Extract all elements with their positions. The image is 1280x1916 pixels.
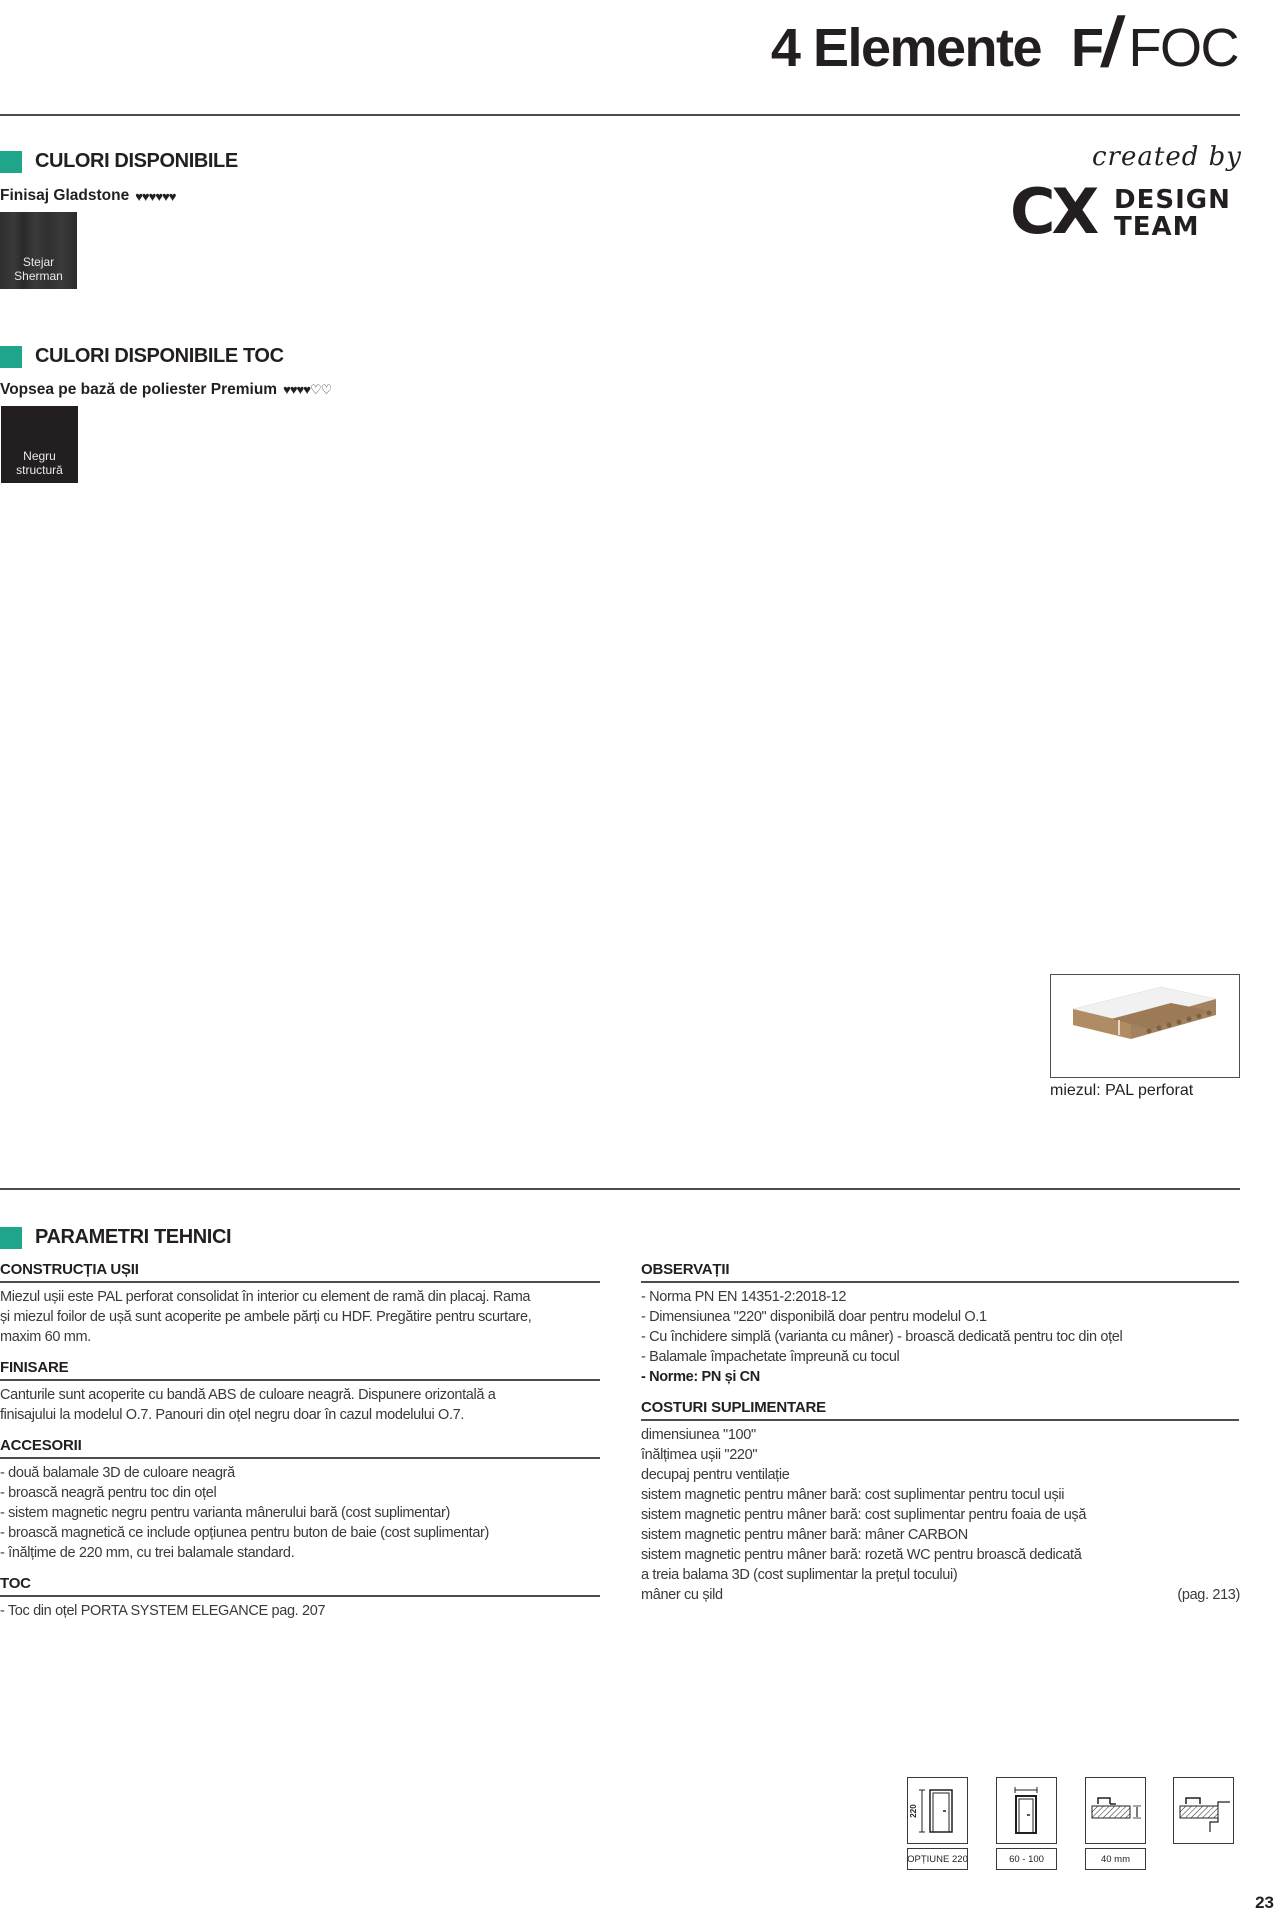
heading-toc: TOC — [0, 1575, 600, 1597]
width-range-label: 60 - 100 — [996, 1848, 1057, 1870]
finish-label: Vopsea pe bază de poliester Premium — [0, 381, 278, 398]
text-line: Canturile sunt acoperite cu bandă ABS de culoare neagră. Dispunere orizontală a — [0, 1387, 496, 1403]
observatii-list — [641, 1287, 1240, 1387]
frame-profile-icon — [1173, 1777, 1234, 1844]
diamond-icon: ♥ — [148, 188, 156, 204]
heading-observatii: OBSERVAȚII — [641, 1261, 1239, 1283]
section-title: CULORI DISPONIBILE TOC — [35, 345, 284, 367]
pal-perforat-core-icon — [1051, 975, 1238, 1076]
list-item: înălțimea ușii "220" — [641, 1447, 758, 1463]
finisare-text — [0, 1385, 600, 1425]
finish-label-row — [0, 187, 176, 205]
logo-team: TEAM — [1114, 212, 1200, 242]
swatch-label: structură — [16, 463, 63, 477]
section-culori-disponibile-toc — [0, 345, 284, 368]
finish-label: Finisaj Gladstone — [0, 187, 130, 204]
diamond-icon: ♥ — [135, 188, 142, 204]
diamond-icon: ♥ — [141, 188, 149, 204]
params-left-column — [0, 1261, 600, 1621]
finish-label-row — [0, 381, 331, 399]
page-number: 23 — [1255, 1893, 1274, 1912]
rating-diamonds — [283, 382, 331, 398]
diamond-icon: ♥ — [283, 382, 290, 397]
option-220-label: OPȚIUNE 220 — [907, 1848, 968, 1870]
list-item: - Balamale împachetate împreună cu tocul — [641, 1349, 900, 1365]
list-item-bold: - Norme: PN și CN — [641, 1369, 760, 1385]
title-letter: F — [1071, 18, 1103, 78]
svg-text:220: 220 — [909, 1804, 918, 1818]
swatch-label: Sherman — [14, 269, 63, 283]
diamond-icon: ♥ — [162, 188, 169, 204]
diamond-icon: ♥ — [168, 188, 176, 204]
section-parametri-tehnici — [0, 1226, 231, 1249]
heading-finisare: FINISARE — [0, 1359, 600, 1381]
diamond-icon: ♥ — [289, 382, 297, 397]
cx-design-team-logo — [1010, 142, 1245, 248]
text-line: maxim 60 mm. — [0, 1329, 91, 1345]
swatch-label: Negru — [23, 449, 56, 463]
list-item: - broască magnetică ce include opțiunea pentru buton de baie (cost suplimentar) — [0, 1525, 490, 1541]
list-item: sistem magnetic pentru mâner bară: rozetă WC pentru broască dedicată — [641, 1547, 1082, 1563]
list-item: sistem magnetic pentru mâner bară: cost suplimentar pentru tocul ușii — [641, 1487, 1065, 1503]
list-item: sistem magnetic pentru mâner bară: mâner CARBON — [641, 1527, 968, 1543]
page-title — [770, 3, 1238, 81]
section-marker-icon — [0, 346, 22, 368]
list-item: mâner cu șild — [641, 1587, 723, 1603]
heading-costuri-suplimentare: COSTURI SUPLIMENTARE — [641, 1399, 1239, 1421]
accesorii-list — [0, 1463, 600, 1563]
title-model: FOC — [1128, 18, 1238, 78]
list-item: - Dimensiunea "220" disponibilă doar pentru modelul O.1 — [641, 1309, 987, 1325]
swatch-label: Stejar — [22, 255, 55, 269]
logo-created-by: created by — [1092, 142, 1242, 172]
list-item: - două balamale 3D de culoare neagră — [0, 1465, 235, 1481]
constructia-text — [0, 1287, 600, 1347]
rating-diamonds — [135, 189, 175, 204]
text-line: finisajului la modelul O.7. Panouri din oțel negru doar în cazul modelului O.7. — [0, 1407, 465, 1423]
section-title: PARAMETRI TEHNICI — [35, 1226, 232, 1248]
section-culori-disponibile — [0, 150, 238, 173]
header-divider — [0, 114, 1240, 116]
section-title: CULORI DISPONIBILE — [35, 150, 238, 172]
list-item: dimensiunea "100" — [641, 1427, 756, 1443]
diamond-icon: ♥ — [155, 188, 163, 204]
costuri-list — [641, 1425, 1240, 1605]
logo-design: DESIGN — [1114, 185, 1231, 215]
door-width-icon — [996, 1777, 1057, 1844]
diamond-icon: ♥ — [303, 382, 310, 397]
list-item: decupaj pentru ventilație — [641, 1467, 790, 1483]
color-swatch-negru-structura[interactable] — [1, 406, 78, 483]
text-line: Miezul ușii este PAL perforat consolidat în interior cu element de ramă din placaj. Rama — [0, 1289, 531, 1305]
heading-accesorii: ACCESORII — [0, 1437, 600, 1459]
list-item: a treia balama 3D (cost suplimentar la prețul tocului) — [641, 1567, 958, 1583]
list-item: - broască neagră pentru toc din oțel — [0, 1485, 217, 1501]
list-item: - Toc din oțel PORTA SYSTEM ELEGANCE pag. 207 — [0, 1603, 326, 1619]
core-caption: miezul: PAL perforat — [1050, 1082, 1194, 1099]
heading-constructia-usii: CONSTRUCȚIA UȘII — [0, 1261, 600, 1283]
diamond-icon: ♥ — [296, 382, 304, 397]
title-slash: / — [1097, 3, 1126, 81]
text-line: și miezul foilor de ușă sunt acoperite pe ambele părți cu HDF. Pregătire pentru scurtare, — [0, 1309, 532, 1325]
thickness-label: 40 mm — [1085, 1848, 1146, 1870]
core-image-frame — [1050, 974, 1240, 1078]
door-height-220-icon — [907, 1777, 968, 1844]
list-item: sistem magnetic pentru mâner bară: cost suplimentar pentru foaia de ușă — [641, 1507, 1087, 1523]
section-marker-icon — [0, 151, 22, 173]
diamond-outline-icon: ♡ — [309, 382, 321, 397]
list-item: - sistem magnetic negru pentru varianta mânerului bară (cost suplimentar) — [0, 1505, 450, 1521]
diamond-outline-icon: ♡ — [320, 382, 332, 397]
color-swatch-stejar-sherman[interactable] — [0, 212, 77, 289]
toc-text — [0, 1601, 600, 1621]
list-item: - înălțime de 220 mm, cu trei balamale standard. — [0, 1545, 295, 1561]
params-divider — [0, 1188, 1240, 1190]
params-right-column — [641, 1261, 1240, 1605]
logo-cx: CX — [1010, 175, 1096, 248]
list-item-with-ref — [641, 1585, 1240, 1605]
list-item: - Norma PN EN 14351-2:2018-12 — [641, 1289, 847, 1305]
title-collection: 4 Elemente — [770, 18, 1042, 78]
door-thickness-icon — [1085, 1777, 1146, 1844]
list-item: - Cu închidere simplă (varianta cu mâner) - broască dedicată pentru toc din oțel — [641, 1329, 1123, 1345]
section-marker-icon — [0, 1227, 22, 1249]
page-reference-link[interactable]: (pag. 213) — [1177, 1587, 1240, 1603]
